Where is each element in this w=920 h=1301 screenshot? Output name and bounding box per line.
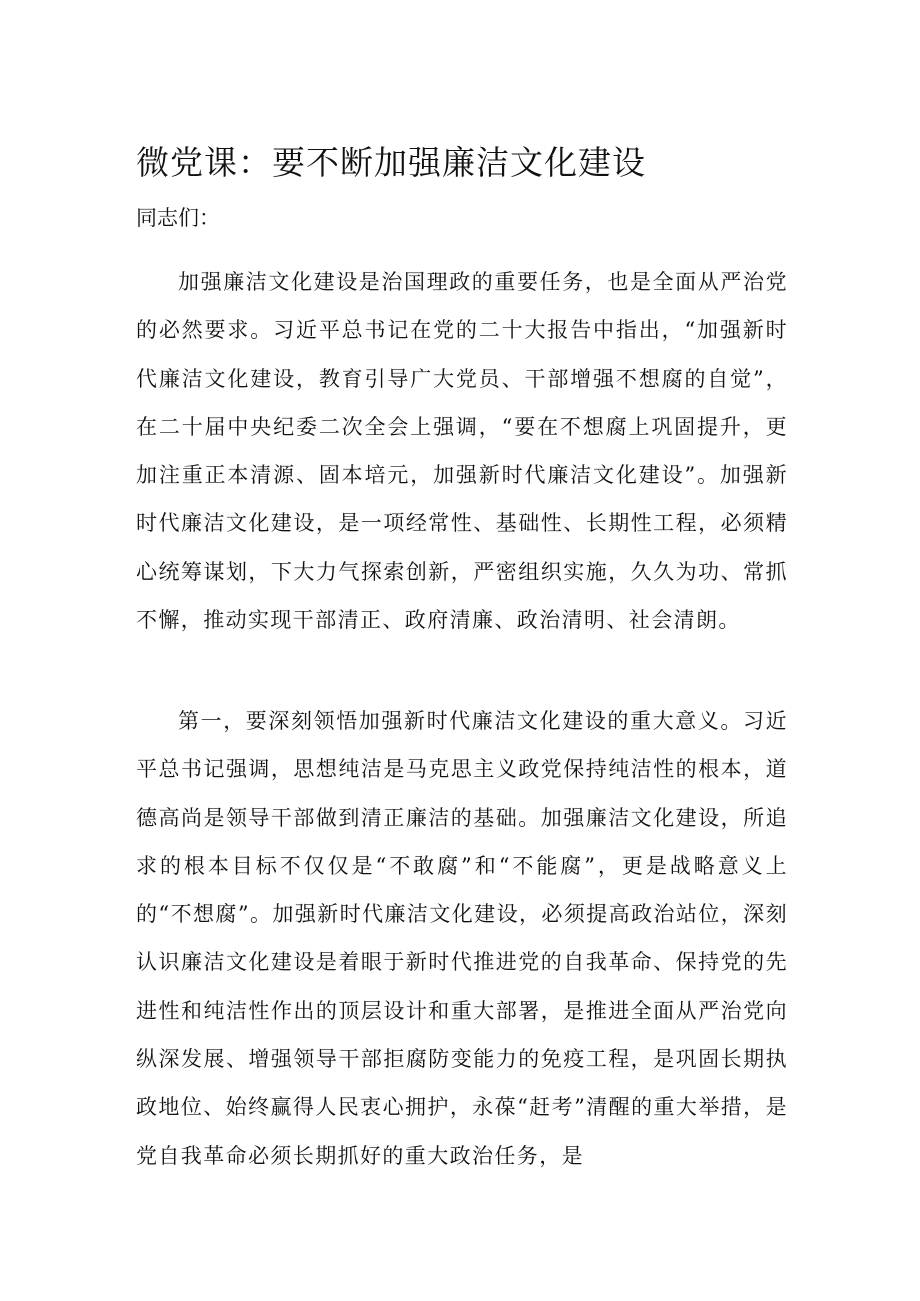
salutation: 同志们： (136, 206, 220, 230)
paragraph-1: 加强廉洁文化建设是治国理政的重要任务，也是全面从严治党的必然要求。习近平总书记在党的二十大报告中指出，“加强新时代廉洁文化建设，教育引导广大党员、干部增强不想腐的自觉”，在二十届中央纪委二次全会上强调，“要在不想腐上巩固提升，更加注重正本清源、固本培元，加强新时代廉洁文化建设”。加强新时代廉洁文化建设，是一项经常性、基础性、长期性工程，必须精心统筹谋划，下大力气探索创新，严密组织实施，久久为功、常抓不懈，推动实现干部清正、政府清廉、政治清明、社会清朗。 (136, 270, 788, 633)
paragraph-2: 第一，要深刻领悟加强新时代廉洁文化建设的重大意义。习近平总书记强调，思想纯洁是马克思主义政党保持纯洁性的根本，道德高尚是领导干部做到清正廉洁的基础。加强廉洁文化建设，所追求的根本目标不仅仅是“不敢腐”和“不能腐”，更是战略意义上的“不想腐”。加强新时代廉洁文化建设，必须提高政治站位，深刻认识廉洁文化建设是着眼于新时代推进党的自我革命、保持党的先进性和纯洁性作出的顶层设计和重大部署，是推进全面从严治党向纵深发展、增强领导干部拒腐防变能力的免疫工程，是巩固长期执政地位、始终赢得人民衷心拥护，永葆“赶考”清醒的重大举措，是党自我革命必须长期抓好的重大政治任务，是 (136, 709, 788, 1168)
document-title: 微党课：要不断加强廉洁文化建设 (136, 143, 646, 182)
